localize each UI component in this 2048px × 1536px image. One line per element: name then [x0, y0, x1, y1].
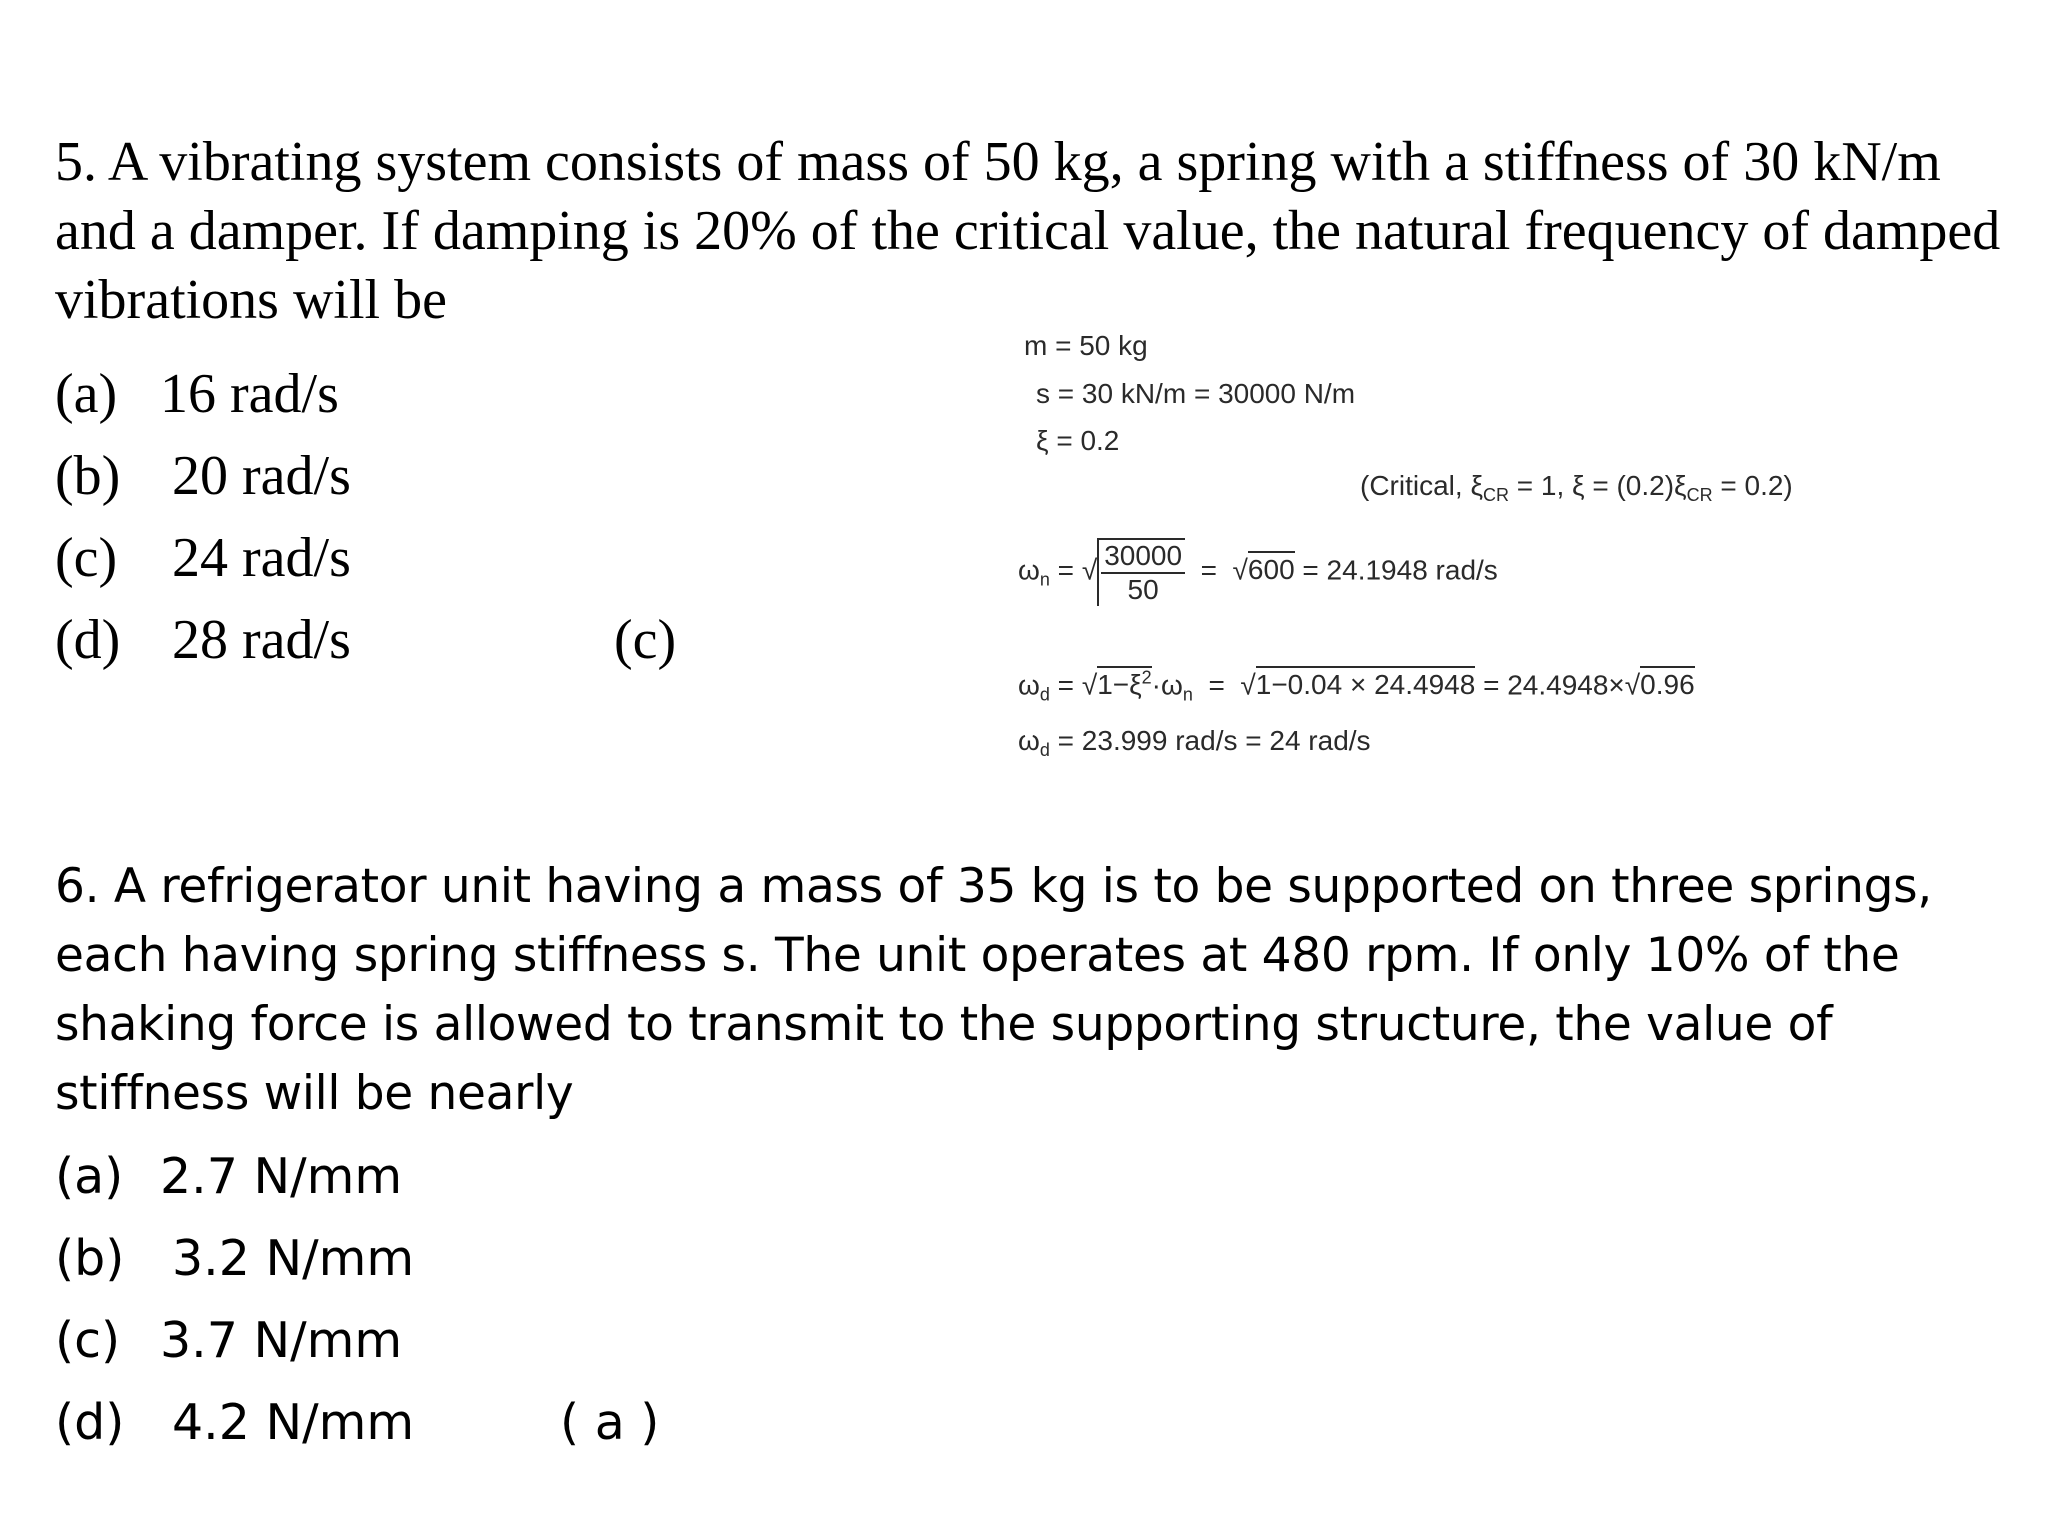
critical-sub-2: CR: [1686, 485, 1713, 505]
critical-end: = 0.2): [1712, 470, 1793, 501]
omega-n-symbol: ω: [1018, 554, 1040, 586]
omega-n-sub: n: [1039, 569, 1050, 590]
wd-expr-text: 1−ξ: [1097, 669, 1142, 701]
omega-n-symbol-2: ω: [1161, 669, 1183, 701]
q5-option-a-label: (a): [55, 363, 118, 425]
critical-text: (Critical, ξ: [1360, 470, 1483, 501]
wn-denominator: 50: [1127, 574, 1159, 605]
q6-option-d-text: 4.2 N/mm: [172, 1394, 415, 1451]
question-6-stem: 6. A refrigerator unit having a mass of 35 kg is to be supported on three springs, each having spring stiffness s. The unit operates at 480 rpm. If only 10% of the shaking force is allowed to transmit to the supporting structure, the value of stiffness will be nearly: [55, 859, 1932, 1121]
q6-option-a-label: (a): [55, 1148, 124, 1205]
solution-mass: m = 50 kg: [1024, 330, 1148, 361]
wn-result: = 24.1948 rad/s: [1302, 554, 1498, 586]
q6-option-d-label: (d): [55, 1394, 125, 1451]
wd-expression: [1097, 666, 1151, 700]
q6-option-c-label: (c): [55, 1312, 121, 1369]
omega-d-sub: d: [1039, 684, 1050, 705]
critical-mid: = 1, ξ = (0.2)ξ: [1508, 470, 1687, 501]
sqrt-sign-3: √: [1081, 669, 1098, 701]
q6-option-c-text: 3.7 N/mm: [160, 1312, 403, 1369]
question-6: [55, 852, 2005, 1128]
equals-sign-4: =: [1200, 669, 1233, 701]
critical-sub: CR: [1482, 485, 1509, 505]
omega-n-sub-2: n: [1182, 684, 1193, 705]
wn-fraction: [1097, 538, 1185, 606]
wd-mid: 1−0.04 × 24.4948: [1256, 666, 1476, 700]
sqrt-sign: √: [1081, 554, 1098, 586]
question-5: [55, 128, 2005, 335]
q5-option-a-text: 16 rad/s: [160, 363, 339, 425]
q5-option-c-text: 24 rad/s: [172, 527, 351, 589]
q5-option-c-label: (c): [55, 527, 118, 589]
solution-critical-note: [1360, 470, 1793, 506]
squared: 2: [1141, 668, 1152, 688]
wd-eq: = 24.4948×: [1483, 669, 1625, 701]
q5-option-d-text: 28 rad/s: [172, 609, 351, 671]
q6-answer: ( a ): [560, 1394, 660, 1451]
sqrt-sign-4: √: [1240, 669, 1256, 701]
question-5-stem: 5. A vibrating system consists of mass of 50 kg, a spring with a stiffness of 30 kN/m and a damper. If damping is 20% of the critical value, the natural frequency of damped vibrations will be: [55, 131, 2001, 331]
sqrt-sign-5: √: [1624, 669, 1641, 701]
solution-stiffness: s = 30 kN/m = 30000 N/m: [1036, 378, 1356, 409]
wn-numerator: 30000: [1101, 540, 1185, 574]
omega-d-sub-2: d: [1039, 740, 1050, 760]
q6-option-b-label: (b): [55, 1230, 125, 1287]
q5-answer: (c): [614, 609, 677, 671]
equals-sign-2: =: [1192, 554, 1225, 586]
wn-radicand: 600: [1248, 551, 1295, 585]
q5-option-b-label: (b): [55, 445, 121, 507]
wd-radicand: 0.96: [1640, 666, 1695, 700]
wd-final: = 23.999 rad/s = 24 rad/s: [1057, 725, 1371, 756]
q5-option-b-text: 20 rad/s: [172, 445, 351, 507]
solution-damping-ratio: ξ = 0.2: [1036, 425, 1120, 456]
omega-d-symbol: ω: [1018, 669, 1040, 701]
equals-sign-3: =: [1057, 669, 1075, 701]
omega-d-symbol-2: ω: [1018, 725, 1040, 756]
solution-natural-frequency: [1018, 538, 1498, 606]
solution-final: [1018, 725, 1371, 761]
sqrt-sign-2: √: [1232, 554, 1248, 586]
solution-damped-frequency: $\omega_d = √1-\xi^2\cdot\omega_n = √1-0.04 \times 24.4948 = 24.4948\times√0.96$: [1018, 668, 1695, 705]
q5-option-d-label: (d): [55, 609, 121, 671]
q6-option-b-text: 3.2 N/mm: [172, 1230, 415, 1287]
q6-option-a-text: 2.7 N/mm: [160, 1148, 403, 1205]
equals-sign: =: [1057, 554, 1075, 586]
